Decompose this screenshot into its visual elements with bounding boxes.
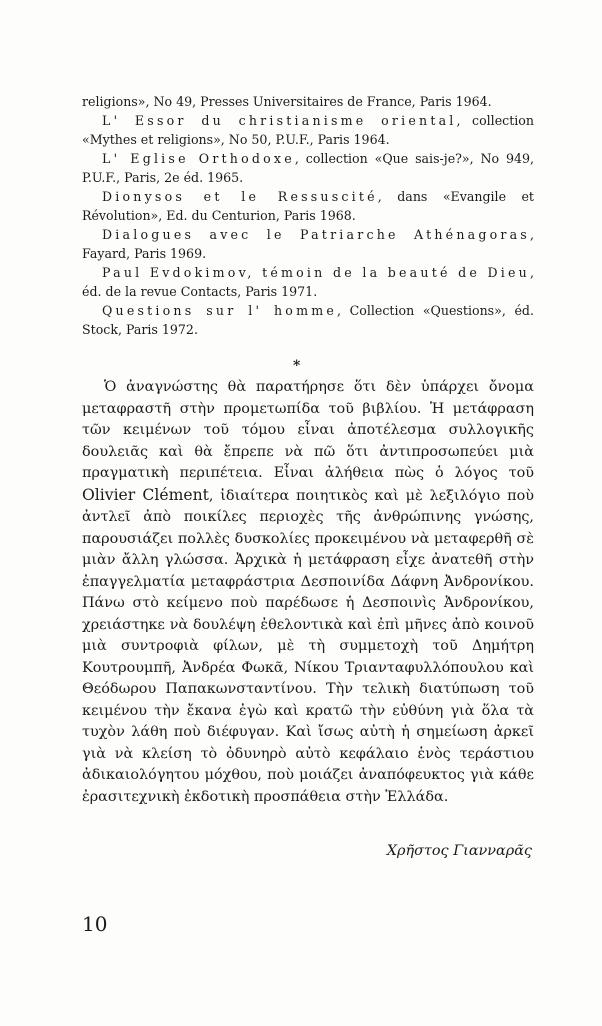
note-text: Ὁ ἀναγνώστης θὰ παρατήρησε ὅτι δὲν ὑπάρχει ὄνομα μεταφραστῆ στὴν προμετωπίδα τοῦ βιβλίου. Ἡ μετάφραση τῶν κειμένων τοῦ τόμου εἶναι ἀποτέλεσμα συλλογικῆς δουλειᾶς καὶ θὰ ἔπρεπε νὰ πῶ ὅτι ἀντιπροσωπεύει μιὰ πραγματικὴ περιπέτεια. Εἶναι ἀλήθεια πὼς ὁ λόγος τοῦ [82,379,534,481]
bibliography-entry [82,187,534,225]
entry-text: , collection «Que sais-je?», No 949, P.U.F., Paris, 2e éd. 1965. [82,151,534,185]
entry-title: Questions sur l' homme [102,303,338,318]
page-number: 10 [82,912,108,936]
section-separator: * [293,358,301,374]
entry-title: Dialogues avec le Patriarche Athénagoras [102,227,530,242]
entry-text: , Collection «Questions», éd. Stock, Paris 1972. [82,303,534,337]
entry-title: L' Essor du christianisme oriental [102,113,457,128]
entry-text: religions», No 49, Presses Universitaires de France, Paris 1964. [82,94,492,109]
entry-text: , dans «Evangile et Révolution», Ed. du Centurion, Paris 1968. [82,189,534,223]
entry-title: L' Eglise Orthodoxe [102,151,295,166]
translator-note [82,377,534,808]
bibliography-entry [82,149,534,187]
note-paragraph [82,377,534,808]
bibliography-entry [82,92,534,111]
bibliography-entry [82,263,534,301]
author-name: Olivier Clément [82,485,209,504]
entry-text: , collection «Mythes et religions», No 50, P.U.F., Paris 1964. [82,113,534,147]
entry-text: , Fayard, Paris 1969. [82,227,534,261]
note-text-rest: , ἰδιαίτερα ποιητικὸς καὶ μὲ λεξιλόγιο ποὺ ἀντλεῖ ἀπὸ ποικίλες περιοχὲς τῆς ἀνθρώπινης γνώσης, παρουσιάζει πολλὲς δυσκολίες προκειμένου νὰ μεταφερθῆ σὲ μιὰν ἄλλη γλώσσα. Ἀρχικὰ ἡ μετάφραση εἶχε ἀνατεθῆ στὴν ἐπαγγελματία μεταφράστρια Δεσποινίδα Δάφνη Ἀνδρονίκου. Πάνω στὸ κείμενο ποὺ παρέδωσε ἡ Δεσποινὶς Ἀνδρονίκου, χρειάστηκε νὰ δουλέψη ἐθελοντικὰ καὶ ἐπὶ μῆνες ἀπὸ κοινοῦ μιὰ συντροφιὰ φίλων, μὲ τὴ συμμετοχὴ τοῦ Δημήτρη Κουτρουμπῆ, Ἀνδρέα Φωκᾶ, Νίκου Τριανταφυλλόπουλου καὶ Θεόδωρου Παπακωνσταντίνου. Τὴν τελικὴ διατύπωση τοῦ κειμένου τὴν ἔκανα ἐγὼ καὶ κρατῶ τὴν εὐθύνη γιὰ ὅλα τὰ τυχὸν λάθη ποὺ διέφυγαν. Καὶ ἴσως αὐτὴ ἡ σημείωση ἀρκεῖ γιὰ νὰ κλείση τὸ ὀδυνηρὸ αὐτὸ κεφάλαιο ἑνὸς τεράστιου ἀδικαιολόγητου μόχθου, ποὺ μοιάζει ἀναπόφευκτος γιὰ κάθε ἐρασιτεχνικὴ ἐκδοτικὴ προσπάθεια στὴν Ἑλλάδα. [82,487,534,805]
bibliography-list [82,92,534,339]
bibliography-entry [82,111,534,149]
entry-text: , éd. de la revue Contacts, Paris 1971. [82,265,534,299]
signature: Χρῆστος Γιανναρᾶς [386,843,532,859]
bibliography-entry [82,225,534,263]
entry-title: Paul Evdokimov, témoin de la beauté de Dieu [102,265,530,280]
entry-title: Dionysos et le Ressuscité [102,189,378,204]
bibliography-entry [82,301,534,339]
